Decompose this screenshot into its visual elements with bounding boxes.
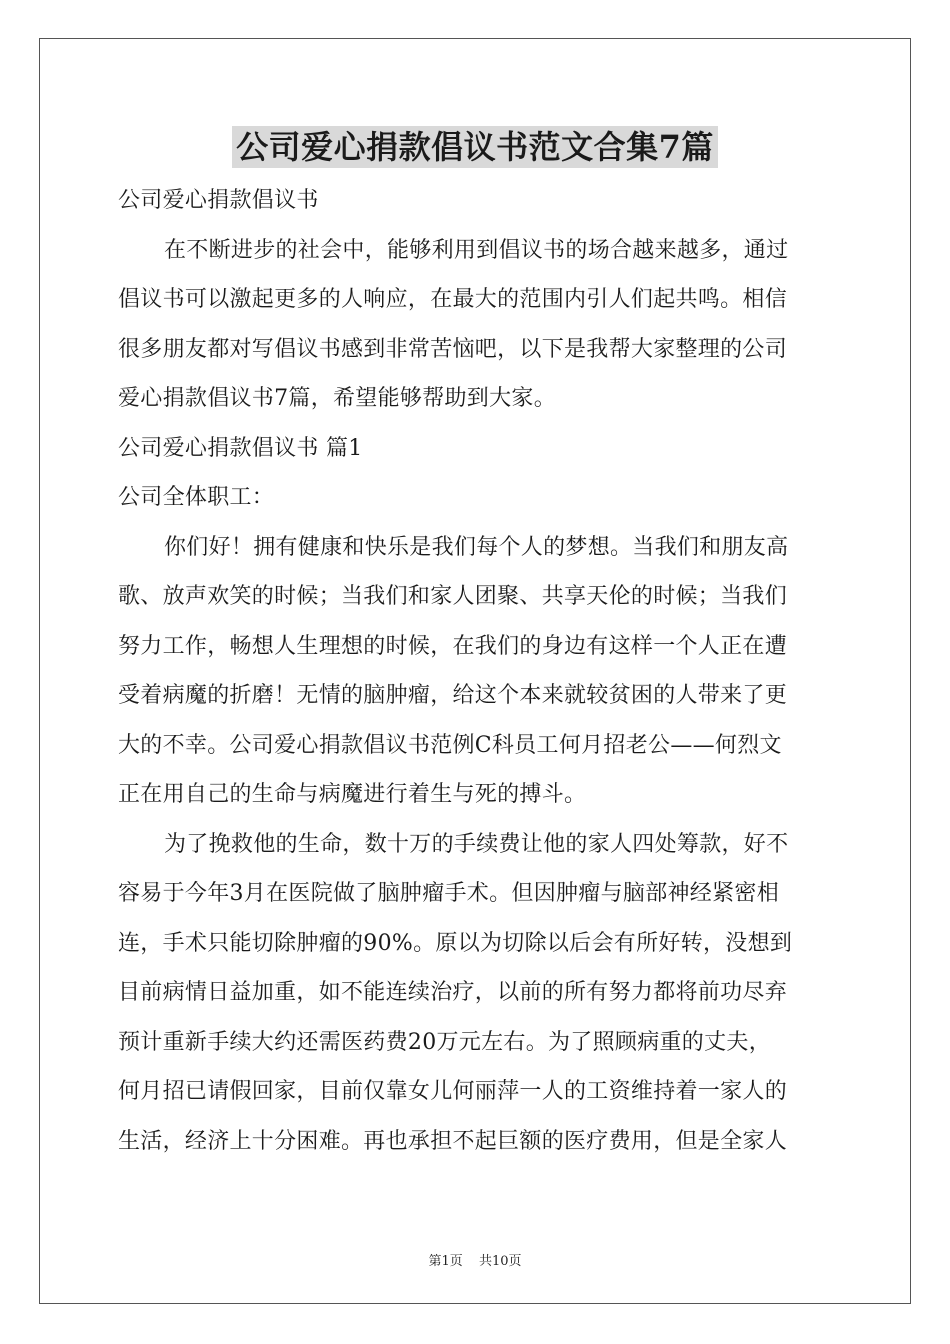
page-number: 第1页 [428, 1254, 463, 1269]
text-line: 生活，经济上十分困难。再也承担不起巨额的医疗费用，但是全家人 [118, 1128, 788, 1154]
document-title: 公司爱心捐款倡议书范文合集7篇 [232, 126, 718, 168]
text-line: 公司爱心捐款倡议书 篇1 [118, 435, 363, 461]
text-line: 预计重新手续大约还需医药费20万元左右。为了照顾病重的丈夫， [118, 1029, 771, 1055]
text-line: 大的不幸。公司爱心捐款倡议书范例C科员工何月招老公——何烈文 [118, 732, 782, 758]
text-line: 为了挽救他的生命，数十万的手续费让他的家人四处筹款，好不 [164, 831, 789, 857]
text-line: 容易于今年3月在医院做了脑肿瘤手术。但因肿瘤与脑部神经紧密相 [118, 881, 779, 906]
text-line: 你们好！拥有健康和快乐是我们每个人的梦想。当我们和朋友高 [164, 534, 789, 560]
text-line: 倡议书可以激起更多的人响应，在最大的范围内引人们起共鸣。相信 [118, 287, 788, 312]
text-line: 正在用自己的生命与病魔进行着生与死的搏斗。 [118, 782, 587, 807]
text-line: 目前病情日益加重，如不能连续治疗，以前的所有努力都将前功尽弃 [118, 980, 788, 1005]
text-line: 努力工作，畅想人生理想的时候，在我们的身边有这样一个人正在遭 [118, 633, 788, 659]
title-container [0, 126, 950, 168]
text-line: 何月招已请假回家，目前仅靠女儿何丽萍一人的工资维持着一家人的 [118, 1079, 788, 1104]
text-line: 公司全体职工： [118, 485, 275, 510]
text-line: 歌、放声欢笑的时候；当我们和家人团聚、共享天伦的时候；当我们 [118, 584, 788, 609]
text-line: 公司爱心捐款倡议书 [118, 188, 319, 213]
text-line: 连，手术只能切除肿瘤的90%。原以为切除以后会有所好转，没想到 [118, 930, 793, 956]
page-total: 共10页 [478, 1254, 522, 1269]
text-line: 很多朋友都对写倡议书感到非常苦恼吧，以下是我帮大家整理的公司 [118, 336, 788, 362]
document-body [118, 176, 836, 1166]
page-footer [0, 1250, 950, 1269]
text-line: 爱心捐款倡议书7篇，希望能够帮助到大家。 [118, 386, 556, 411]
text-line: 在不断进步的社会中，能够利用到倡议书的场合越来越多，通过 [164, 237, 789, 263]
text-line: 受着病魔的折磨！无情的脑肿瘤，给这个本来就较贫困的人带来了更 [118, 683, 788, 708]
